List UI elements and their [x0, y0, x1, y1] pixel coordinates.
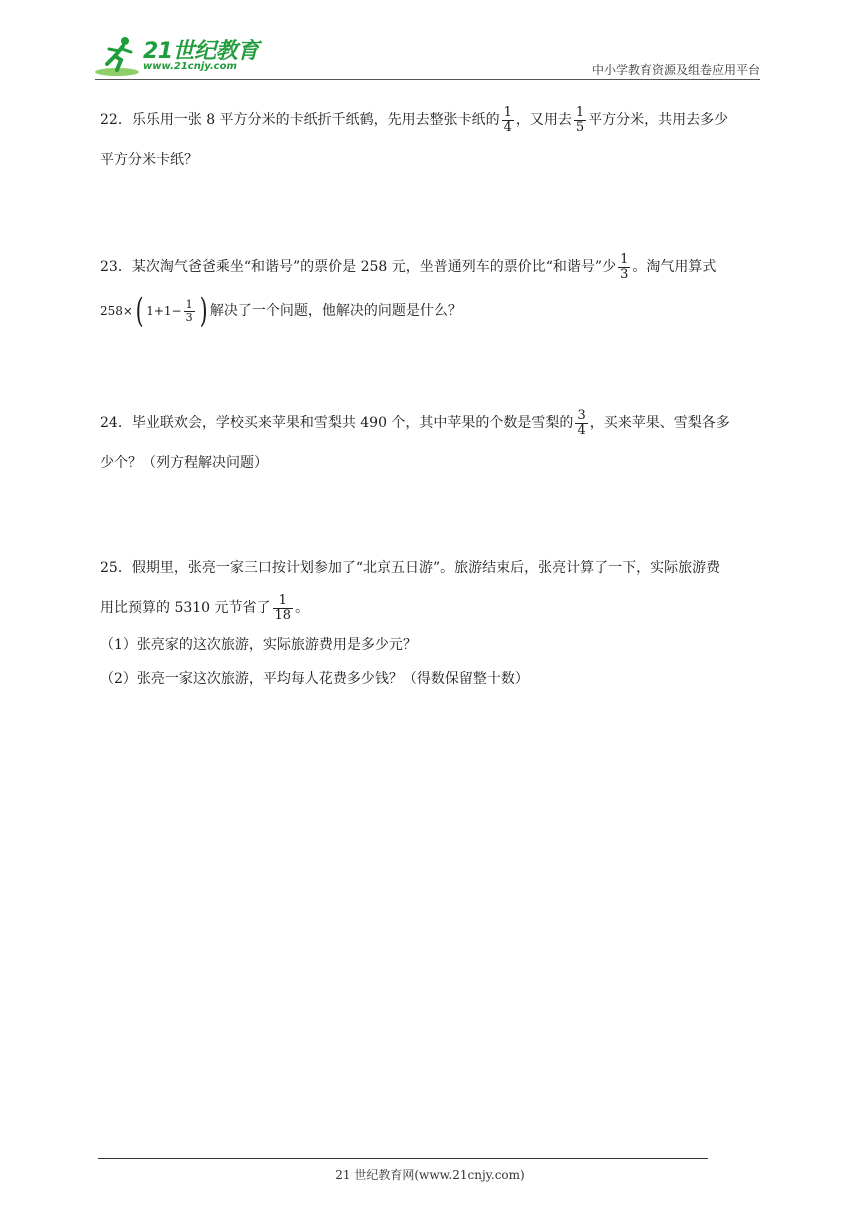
fraction-numerator: 1 — [620, 251, 629, 267]
q25-text-b: 。 — [295, 600, 310, 616]
q23-expression-prefix: 258× — [100, 304, 133, 318]
fraction-numerator: 1 — [273, 594, 294, 609]
q23-text-a: 23．某次淘气爸爸乘坐“和谐号”的票价是 258 元，坐普通列车的票价比“和谐号”少 — [100, 259, 617, 275]
question-25-line-1 — [100, 548, 765, 588]
q25-subquestion-2: （2）张亮一家这次旅游，平均每人花费多少钱？（得数保留整十数） — [100, 671, 529, 687]
q23-fraction-1 — [618, 253, 630, 282]
q23-text-line-2: 解决了一个问题，他解决的问题是什么？ — [209, 303, 462, 319]
question-22 — [100, 100, 765, 180]
fraction-denominator: 4 — [503, 119, 512, 135]
q22-fraction-1 — [502, 106, 514, 135]
runner-logo-icon — [95, 34, 143, 78]
q23-text-b: 。淘气用算式 — [632, 259, 717, 275]
q25-text-line-1: 25．假期里，张亮一家三口按计划参加了“北京五日游”。旅游结束后，张亮计算了一下，实际旅游费 — [100, 560, 721, 576]
q25-fraction-1 — [273, 594, 294, 623]
question-24 — [100, 403, 765, 483]
q24-fraction-1 — [575, 409, 587, 438]
right-paren: ) — [199, 291, 208, 331]
q23-expression-inner: 1+1− — [146, 304, 182, 318]
question-25 — [100, 548, 765, 696]
question-22-line-1 — [100, 100, 765, 140]
q23-fraction-2 — [184, 299, 195, 324]
q22-text-b: ，又用去 — [515, 112, 572, 128]
q22-text-line-2: 平方分米卡纸？ — [100, 152, 198, 168]
fraction-numerator: 1 — [503, 104, 512, 120]
q22-fraction-2 — [574, 106, 586, 135]
question-25-line-2 — [100, 588, 765, 628]
fraction-numerator: 1 — [185, 297, 193, 311]
left-paren: ( — [135, 291, 144, 331]
q22-text-c: 平方分米，共用去多少 — [588, 112, 729, 128]
logo-url-text: www.21cnjy.com — [143, 61, 237, 72]
question-23 — [100, 247, 765, 335]
fraction-denominator: 4 — [577, 422, 586, 438]
fraction-denominator: 18 — [274, 607, 292, 623]
page-footer: 21 世纪教育网(www.21cnjy.com) — [335, 1168, 525, 1182]
platform-name: 中小学教育资源及组卷应用平台 — [591, 63, 760, 77]
header-divider — [95, 79, 760, 80]
q24-text-a: 24．毕业联欢会，学校买来苹果和雪梨共 490 个，其中苹果的个数是雪梨的 — [100, 415, 574, 431]
q24-text-b: ，买来苹果、雪梨各多 — [589, 415, 730, 431]
question-24-line-2 — [100, 443, 765, 483]
question-22-line-2 — [100, 140, 765, 180]
question-25-sub-1 — [100, 628, 765, 662]
question-23-line-2 — [100, 287, 765, 335]
page-header — [95, 30, 760, 80]
fraction-denominator: 5 — [575, 119, 585, 135]
question-24-line-1 — [100, 403, 765, 443]
site-logo — [95, 34, 265, 78]
question-23-line-1 — [100, 247, 765, 287]
logo-brand-text: 21世纪教育 — [143, 39, 259, 64]
fraction-denominator: 3 — [185, 310, 193, 324]
q22-text-a: 22．乐乐用一张 8 平方分米的卡纸折千纸鹤，先用去整张卡纸的 — [100, 112, 500, 128]
fraction-numerator: 1 — [575, 104, 585, 120]
q25-text-a: 用比预算的 5310 元节省了 — [100, 600, 271, 616]
q25-subquestion-1: （1）张亮家的这次旅游，实际旅游费用是多少元？ — [100, 637, 417, 653]
q24-text-line-2: 少个？（列方程解决问题） — [100, 455, 268, 471]
footer-divider — [98, 1158, 708, 1159]
fraction-denominator: 3 — [620, 266, 629, 282]
question-25-sub-2 — [100, 662, 765, 696]
fraction-numerator: 3 — [577, 407, 586, 423]
